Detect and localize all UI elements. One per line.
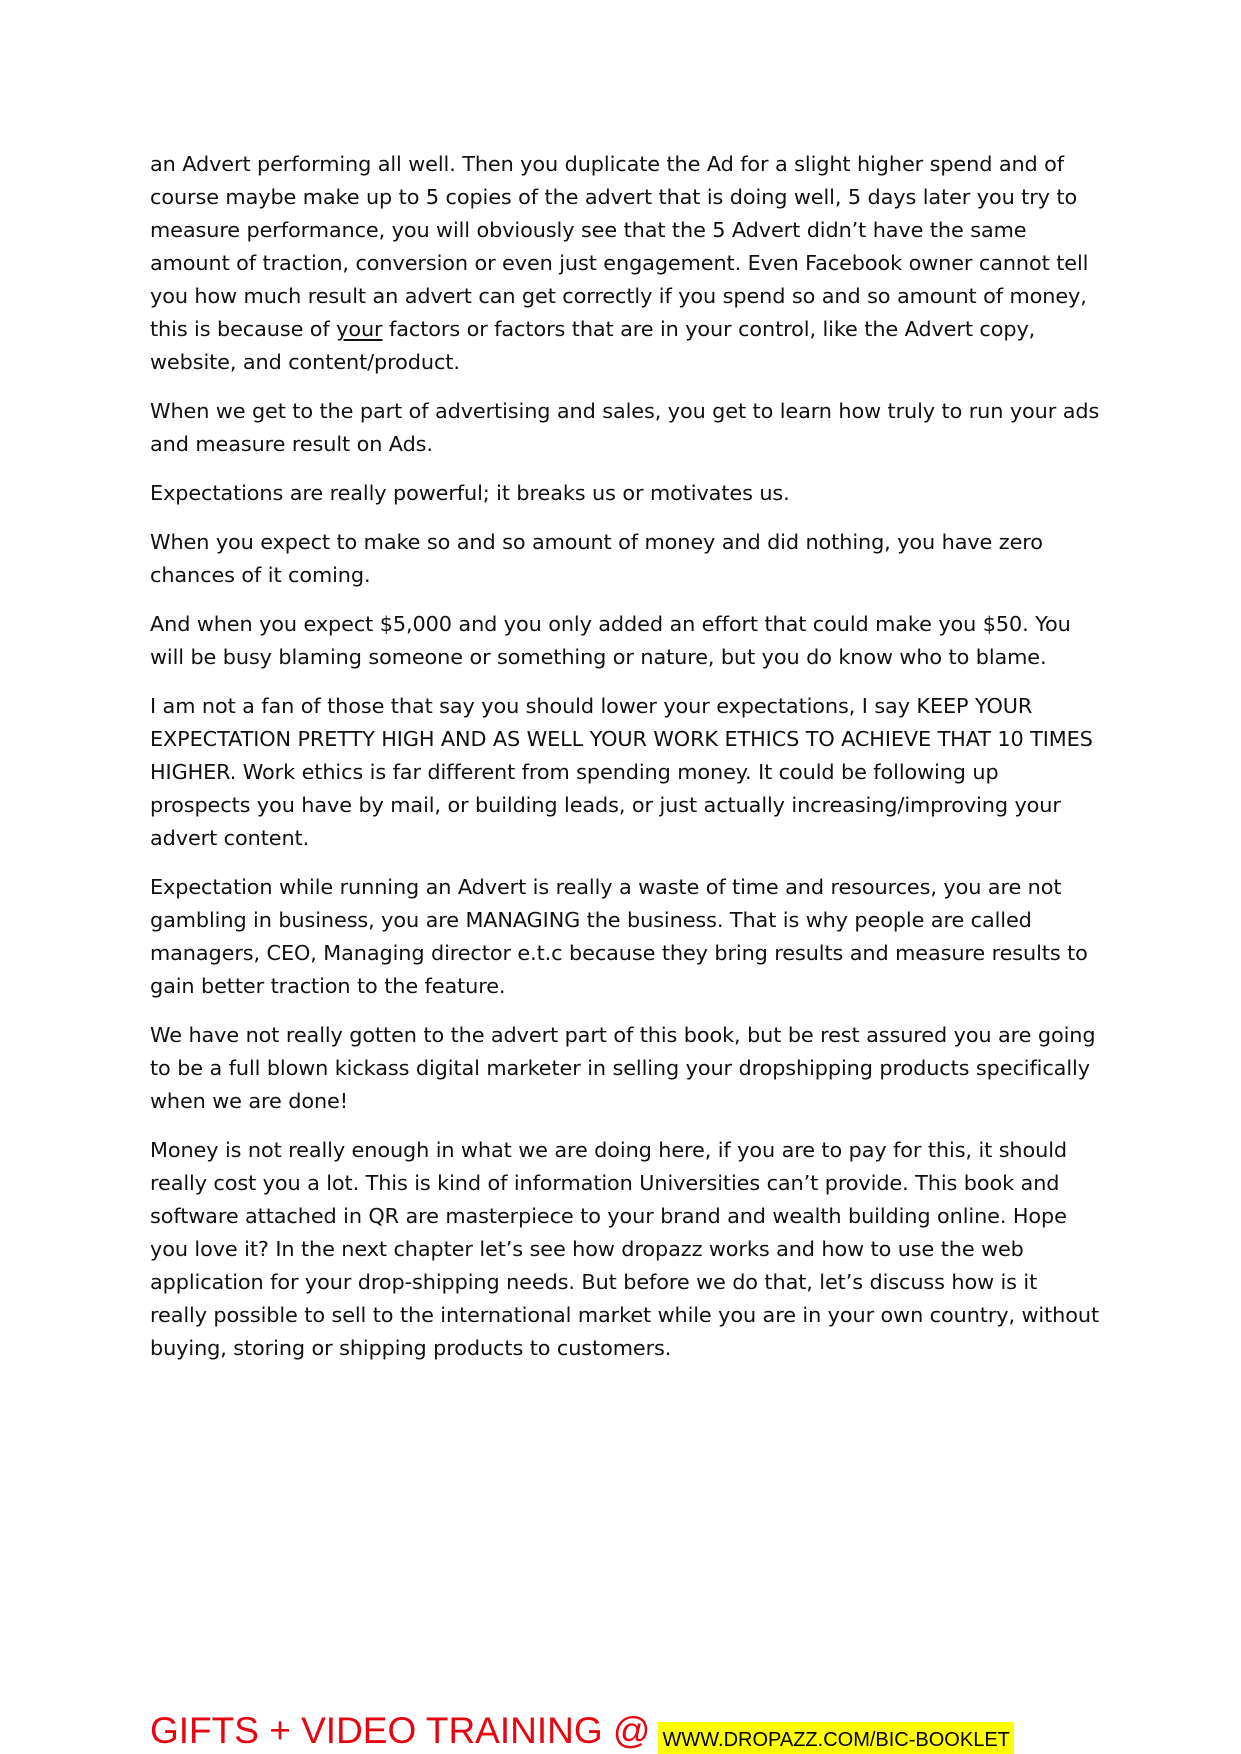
paragraph-1-before: an Advert performing all well. Then you duplicate the Ad for a slight higher spend and of course maybe make up to 5 copies of the advert that is doing well, 5 days later you try to measure performance, you will obviously see that the 5 Advert didn’t have the same amount of traction, conversion or even just engagement. Even Facebook owner cannot tell you how much result an advert can get correctly if you spend so and so amount of money, this is because of [150, 152, 1089, 341]
paragraph-6: I am not a fan of those that say you should lower your expectations, I say KEEP YOUR EXPECTATION PRETTY HIGH AND AS WELL YOUR WORK ETHICS TO ACHIEVE THAT 10 TIMES HIGHER. Work ethics is far different from spending money. It could be following up prospects you have by mail, or building leads, or just actually increasing/improving your advert content. [150, 694, 1093, 850]
paragraph-1-after: factors or factors that are in your control, like the Advert copy, website, and content/product. [150, 317, 1036, 374]
paragraph-5: And when you expect $5,000 and you only added an effort that could make you $50. You will be busy blaming someone or something or nature, but you do know who to blame. [150, 612, 1071, 669]
paragraph-9: Money is not really enough in what we are doing here, if you are to pay for this, it should really cost you a lot. This is kind of information Universities can’t provide. This book and software attached in QR are masterpiece to your brand and wealth building online. Hope you love it? In the next chapter let’s see how dropazz works and how to use the web application for your drop-shipping needs. But before we do that, let’s discuss how is it really possible to sell to the international market while you are in your own country, without buying, storing or shipping products to customers. [150, 1138, 1100, 1360]
footer-banner [150, 1708, 1014, 1754]
paragraph-4: When you expect to make so and so amount of money and did nothing, you have zero chances of it coming. [150, 530, 1043, 587]
underlined-word: your [336, 317, 383, 341]
paragraph-1 [150, 148, 1100, 379]
body-text [150, 148, 1100, 1381]
footer-label: GIFTS + VIDEO TRAINING @ [150, 1710, 651, 1751]
paragraph-8: We have not really gotten to the advert part of this book, but be rest assured you are going to be a full blown kickass digital marketer in selling your dropshipping products specifically when we are done! [150, 1023, 1096, 1113]
footer-link[interactable]: WWW.DROPAZZ.COM/BIC-BOOKLET [658, 1722, 1013, 1754]
paragraph-7: Expectation while running an Advert is really a waste of time and resources, you are not gambling in business, you are MANAGING the business. That is why people are called managers, CEO, Managing director e.t.c because they bring results and measure results to gain better traction to the feature. [150, 875, 1088, 998]
paragraph-3: Expectations are really powerful; it breaks us or motivates us. [150, 481, 790, 505]
paragraph-2: When we get to the part of advertising and sales, you get to learn how truly to run your ads and measure result on Ads. [150, 399, 1100, 456]
